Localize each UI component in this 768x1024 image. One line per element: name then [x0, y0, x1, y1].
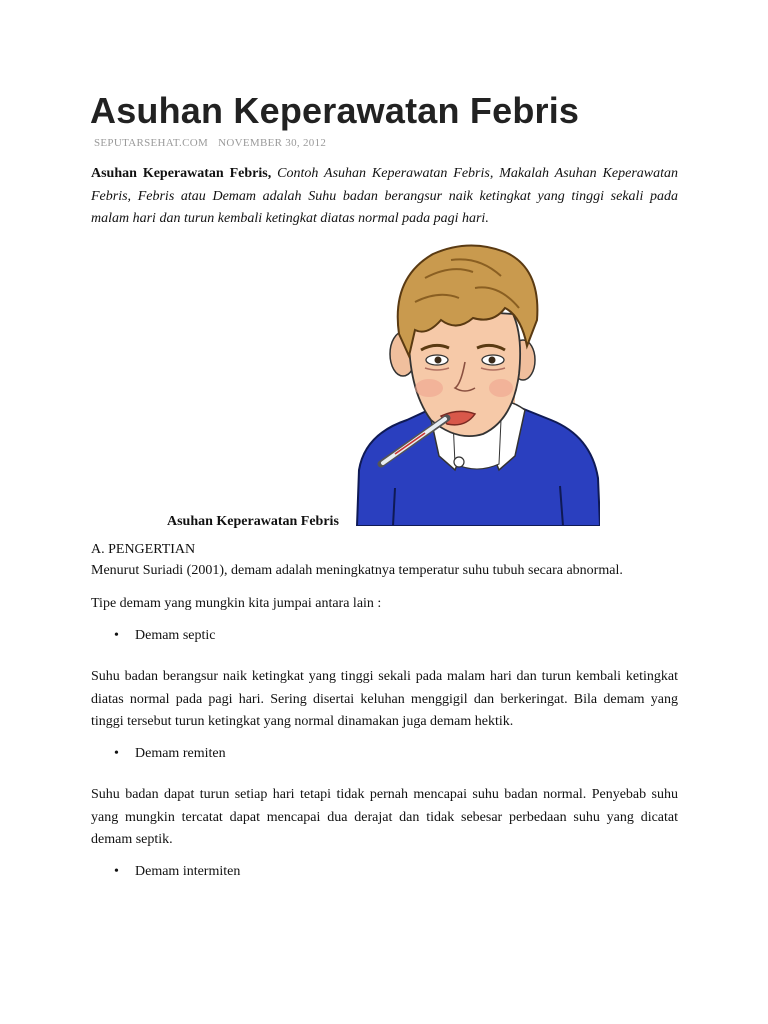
bullet-dot: • — [114, 628, 119, 643]
demam-septic-description: Suhu badan berangsur naik ketingkat yang tinggi sekali pada malam hari dan turun kembali ketingkat diatas normal pada pagi hari. Sering disertai keluhan menggigil dan berkeringat. Bila demam yang tinggi tersebut turun ketingkat yang normal dinamakan juga demam hektik. — [91, 669, 678, 729]
section-heading: A. PENGERTIAN — [91, 542, 196, 557]
demam-remiten-description: Suhu badan dapat turun setiap hari tetapi tidak pernah mencapai suhu badan normal. Penyebab suhu yang mungkin tercatat dapat mencapai dua derajat dan tidak sebesar perbedaan suhu yang dicatat demam septik. — [91, 787, 678, 847]
bullet-dot: • — [114, 864, 119, 879]
list-item-label: Demam septic — [135, 628, 216, 643]
list-item-demam-septic — [114, 628, 215, 644]
list-item-demam-intermiten — [114, 864, 240, 880]
sick-boy-with-thermometer-illustration — [355, 238, 600, 526]
article-meta — [94, 137, 333, 149]
list-item-label: Demam remiten — [135, 746, 226, 761]
article-source[interactable]: SEPUTARSEHAT.COM — [94, 137, 209, 149]
article-date: NOVEMBER 30, 2012 — [218, 137, 327, 149]
intro-bold-lead: Asuhan Keperawatan Febris, — [91, 166, 272, 181]
bullet-dot: • — [114, 746, 119, 761]
intro-paragraph — [91, 163, 678, 231]
definition-paragraph: Menurut Suriadi (2001), demam adalah meningkatnya temperatur suhu tubuh secara abnormal. — [91, 563, 623, 578]
intro-italic-text: Contoh Asuhan Keperawatan Febris, Makalah Asuhan Keperawatan Febris, Febris atau Demam adalah Suhu badan berangsur naik ketingkat yang tinggi sekali pada malam hari dan turun kembali ketingkat diatas normal pada pagi hari. — [91, 166, 679, 226]
figure-caption: Asuhan Keperawatan Febris — [167, 514, 339, 529]
article-title: Asuhan Keperawatan Febris — [90, 90, 580, 131]
list-item-demam-remiten — [114, 746, 226, 762]
types-intro-paragraph: Tipe demam yang mungkin kita jumpai antara lain : — [91, 596, 382, 611]
list-item-label: Demam intermiten — [135, 864, 241, 879]
